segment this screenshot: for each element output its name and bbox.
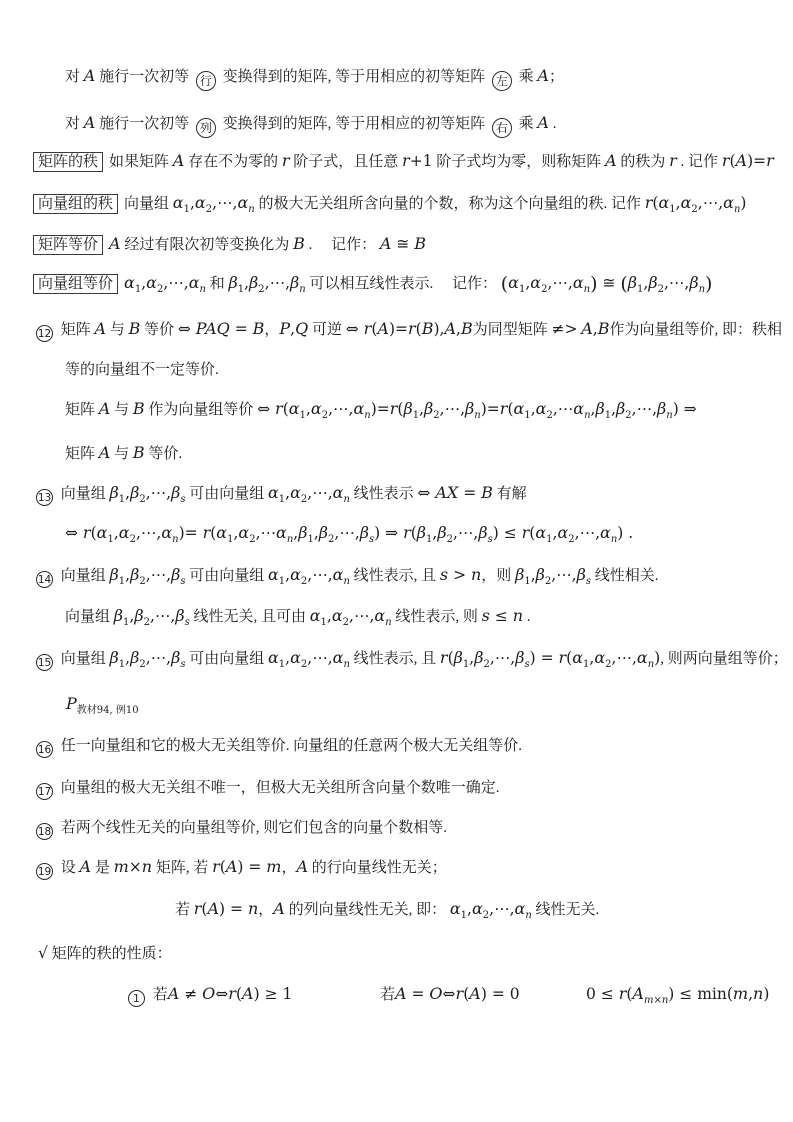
- item-18: 18 若两个线性无关的向量组等价, 则它们包含的向量个数相等.: [36, 816, 447, 840]
- item-16: 16 任一向量组和它的极大无关组等价. 向量组的任意两个极大无关组等价.: [36, 734, 522, 758]
- item-14-line1: 14 向量组 $\beta_1,\beta_2,\cdots,\beta_s$ 可由向量组 $\alpha_1,\alpha_2,\cdots,\alpha_n$ 线性表示, 且 s > n，则 $\beta_1,\beta_2,\cdots,\beta_s$ 线性相关.: [37, 565, 659, 587]
- item-17: 17 向量组的极大无关组不唯一，但极大无关组所含向量个数唯一确定.: [36, 776, 500, 800]
- def-vector-group-equivalence: 向量组等价 $\alpha_1,\alpha_2,\cdots,\alpha_n$ 和 $\beta_1,\beta_2,\cdots,\beta_n$ 可以相互线性表示. 记作： $(\alpha_1,\alpha_2,\cdots,\alpha_n)$ ≅ $(\beta_1,\beta_2,\cdots,\beta_n)$: [33, 271, 712, 302]
- item-12-line1: 12 矩阵 A 与 B 等价 ⇔ PAQ = B，P,Q 可逆 ⇔ r(A)=r(B),A,B为同型矩阵 ≠> A,B作为向量组等价, 即：秩相: [36, 317, 782, 342]
- item-12-line4: 矩阵 A 与 B 等价.: [65, 443, 183, 462]
- item-19-line1: 19 设 A 是 m×n 矩阵, 若 r(A) = m，A 的行向量线性无关；: [36, 855, 447, 880]
- def-matrix-rank: 矩阵的秩 如果矩阵 A 存在不为零的 r 阶子式，且任意 r+1 阶子式均为零，则称矩阵 A 的秩为 r . 记作 r(A)=r: [33, 149, 774, 174]
- item-13-line2: ⇔ $r(\alpha_1,\alpha_2,\cdots,\alpha_n)=$ $r(\alpha_1,\alpha_2,\cdots\alpha_n,\beta_1,\beta_2,\cdots,\beta_s)$ ⇒ $r(\beta_1,\beta_2,\cdots,\beta_s)$ ≤ $r(\alpha_1,\alpha_2,\cdots,\alpha_n)$ .: [65, 523, 634, 545]
- item-12-line3: 矩阵 A 与 B 作为向量组等价 ⇔ $r(\alpha_1,\alpha_2,\cdots,\alpha_n)=r(\beta_1,\beta_2,\cdots,\beta_n)=r(\alpha_1,\alpha_2,\cdots\alpha_n,\beta_1,\beta_2,\cdots,\beta_n)$ ⇒: [65, 399, 697, 421]
- rank-properties-heading: √ 矩阵的秩的性质：: [38, 944, 172, 962]
- item-13-line1: 13 向量组 $\beta_1,\beta_2,\cdots,\beta_s$ 可由向量组 $\alpha_1,\alpha_2,\cdots,\alpha_n$ 线性表示 ⇔ AX = B 有解: [37, 483, 527, 505]
- rank-property-1b: 若A = O⇔r(A) = 0: [380, 984, 520, 1003]
- rule-row-transform: 对 A 施行一次初等 行 变换得到的矩阵, 等于用相应的初等矩阵 左 乘 A；: [65, 64, 564, 91]
- textbook-reference: $P_{教材94, 例10}$: [66, 694, 139, 716]
- def-matrix-equivalence: 矩阵等价 A 经过有限次初等变换化为 B . 记作： A ≅ B: [33, 232, 426, 257]
- item-19-line2: 若 r(A) = n，A 的列向量线性无关, 即： $\alpha_1,\alpha_2,\cdots,\alpha_n$ 线性无关.: [175, 899, 600, 921]
- def-vector-group-rank: 向量组的秩 向量组 $\alpha_1,\alpha_2,\cdots,\alpha_n$ 的极大无关组所含向量的个数，称为这个向量组的秩. 记作 $r(\alpha_1,\alpha_2,\cdots,\alpha_n)$: [33, 191, 746, 222]
- item-15: 15 向量组 $\beta_1,\beta_2,\cdots,\beta_s$ 可由向量组 $\alpha_1,\alpha_2,\cdots,\alpha_n$ 线性表示, 且 $r(\beta_1,\beta_2,\cdots,\beta_s)$ = $r(\alpha_1,\alpha_2,\cdots,\alpha_n)$, 则两向量组等价；: [37, 648, 788, 670]
- item-14-line2: 向量组 $\beta_1,\beta_2,\cdots,\beta_s$ 线性无关, 且可由 $\alpha_1,\alpha_2,\cdots,\alpha_n$ 线性表示, 则 s ≤ n .: [65, 606, 531, 628]
- rank-property-1c: $0 \le r(A_{m\times n}) \le \min(m,n)$: [586, 984, 770, 1006]
- rule-col-transform: 对 A 施行一次初等 列 变换得到的矩阵, 等于用相应的初等矩阵 右 乘 A .: [65, 111, 556, 138]
- item-12-line2: 等的向量组不一定等价.: [65, 362, 219, 378]
- rank-property-1a: 1 若A ≠ O⇔r(A) ≥ 1: [128, 982, 292, 1007]
